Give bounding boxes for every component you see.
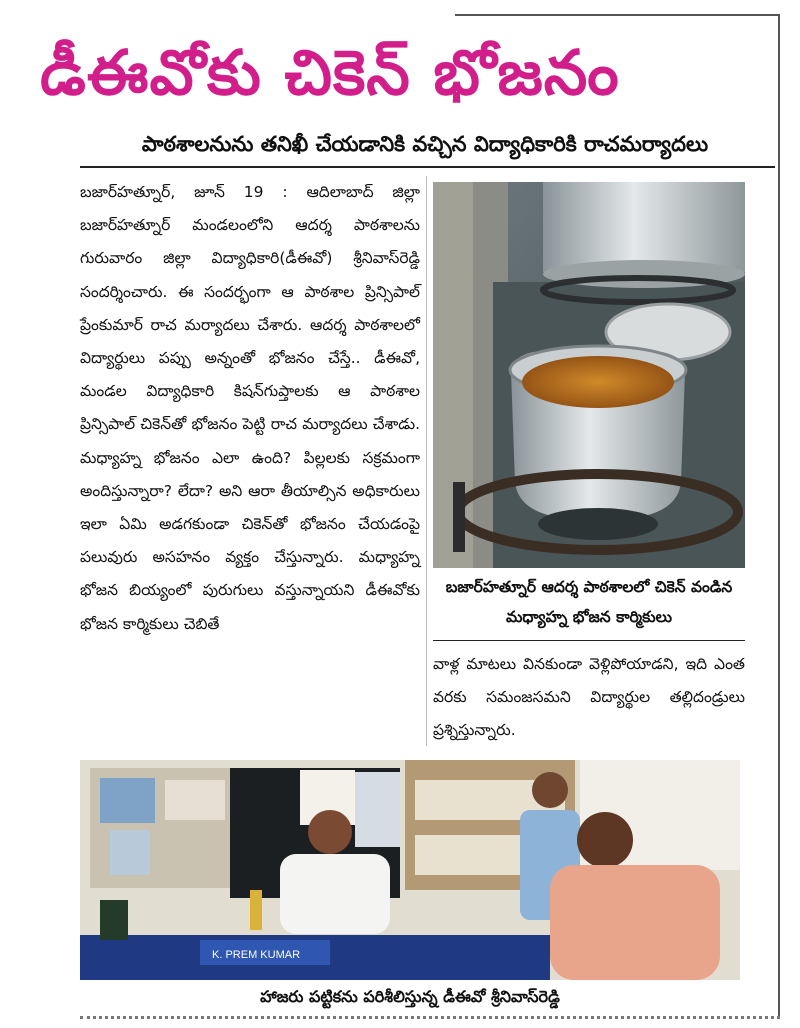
caption-rule — [433, 640, 745, 641]
headline: డీఈవోకు చికెన్ భోజనం — [40, 36, 620, 109]
column-divider — [426, 176, 427, 746]
photo-caption-bottom: హాజరు పట్టికను పరిశీలిస్తున్న డీఈవో శ్రీనివాస్‌రెడ్డి — [260, 987, 560, 1006]
frame-border-top — [455, 14, 780, 16]
bottom-dotted-rule — [80, 1016, 780, 1019]
nameplate-text: K. PREM KUMAR — [212, 949, 301, 961]
article-continuation — [433, 648, 745, 748]
subheadline: పాఠశాలనును తనిఖీ చేయడానికి వచ్చిన విద్యాధికారికి రాచమర్యాదలు — [141, 132, 709, 156]
frame-border-right — [778, 14, 780, 1018]
office-scene-illustration — [80, 760, 740, 980]
office-inspection-photo — [80, 760, 740, 980]
photo-caption-top: బజార్‌హత్నూర్ ఆదర్శ పాఠశాలలో చికెన్ వండిన మధ్యాహ్న భోజన కార్మికులు — [445, 578, 733, 626]
subheadline-rule — [80, 166, 775, 168]
cooking-pot-photo — [433, 182, 745, 568]
article-body — [80, 176, 420, 641]
article-paragraph: బజార్‌హత్నూర్, జూన్ 19 : ఆదిలాబాద్ జిల్లా బజార్‌హత్నూర్ మండలంలోని ఆదర్శ పాఠశాలను గురువారం జిల్లా విద్యాధికారి(డీఈవో) శ్రీనివాస్‌రెడ్డి సందర్శించారు. ఈ సందర్భంగా ఆ పాఠశాల ప్రిన్సిపాల్ ప్రేంకుమార్ రాచ మర్యాదలు చేశారు. ఆదర్శ పాఠశాలలో విద్యార్థులు పప్పు అన్నంతో భోజనం చేస్తే.. డీఈవో, మండల విద్యాధికారి కిషన్‌గుప్తాలకు ఆ పాఠశాల ప్రిన్సిపాల్ చికెన్‌తో భోజనం పెట్టి రాచ మర్యాదలు చేశాడు. మధ్యాహ్న భోజనం ఎలా ఉంది? పిల్లలకు సక్రమంగా అందిస్తున్నారా? లేదా? అని ఆరా తీయాల్సిన అధికారులు ఇలా ఏమి అడగకుండా చికెన్‌తో భోజనం చేయడంపై పలువురు అసహనం వ్యక్తం చేస్తున్నారు. మధ్యాహ్న భోజన బియ్యంలో పురుగులు వస్తున్నాయని డీఈవోకు భోజన కార్మికులు చెబితే — [80, 183, 420, 633]
cooking-pot-illustration — [433, 182, 745, 568]
article-continuation-paragraph: వాళ్ల మాటలు వినకుండా వెళ్లిపోయాడని, ఇది ఎంత వరకు సమంజసమని విద్యార్థుల తల్లిదండ్రులు ప్రశ్నిస్తున్నారు. — [433, 655, 745, 740]
